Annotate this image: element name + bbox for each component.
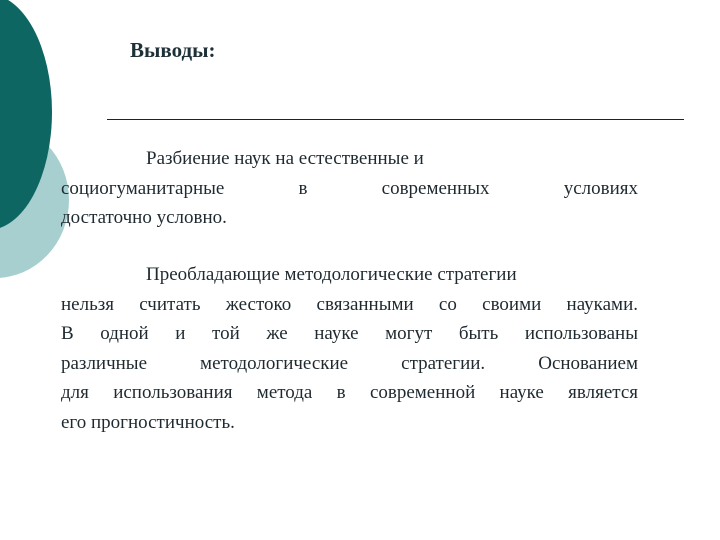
paragraph-1-line: социогуманитарные в современных условиях [61,177,638,199]
paragraph-2-line: его прогностичность. [61,411,235,433]
paragraph-2-line: нельзя считать жестоко связанными со своими науками. [61,293,638,315]
paragraph-1 [61,144,638,233]
title-divider [107,119,684,120]
paragraph-1-line: Разбиение наук на естественные и [146,148,424,169]
paragraph-2-line: различные методологические стратегии. Основанием [61,352,638,374]
paragraph-2-line: В одной и той же науке могут быть использованы [61,323,638,344]
paragraph-1-line: достаточно условно. [61,207,227,228]
paragraph-2 [61,260,638,437]
slide-title: Выводы: [130,38,216,62]
paragraph-2-line: для использования метода в современной науке является [61,382,638,403]
paragraph-2-line: Преобладающие методологические стратегии [146,264,517,285]
